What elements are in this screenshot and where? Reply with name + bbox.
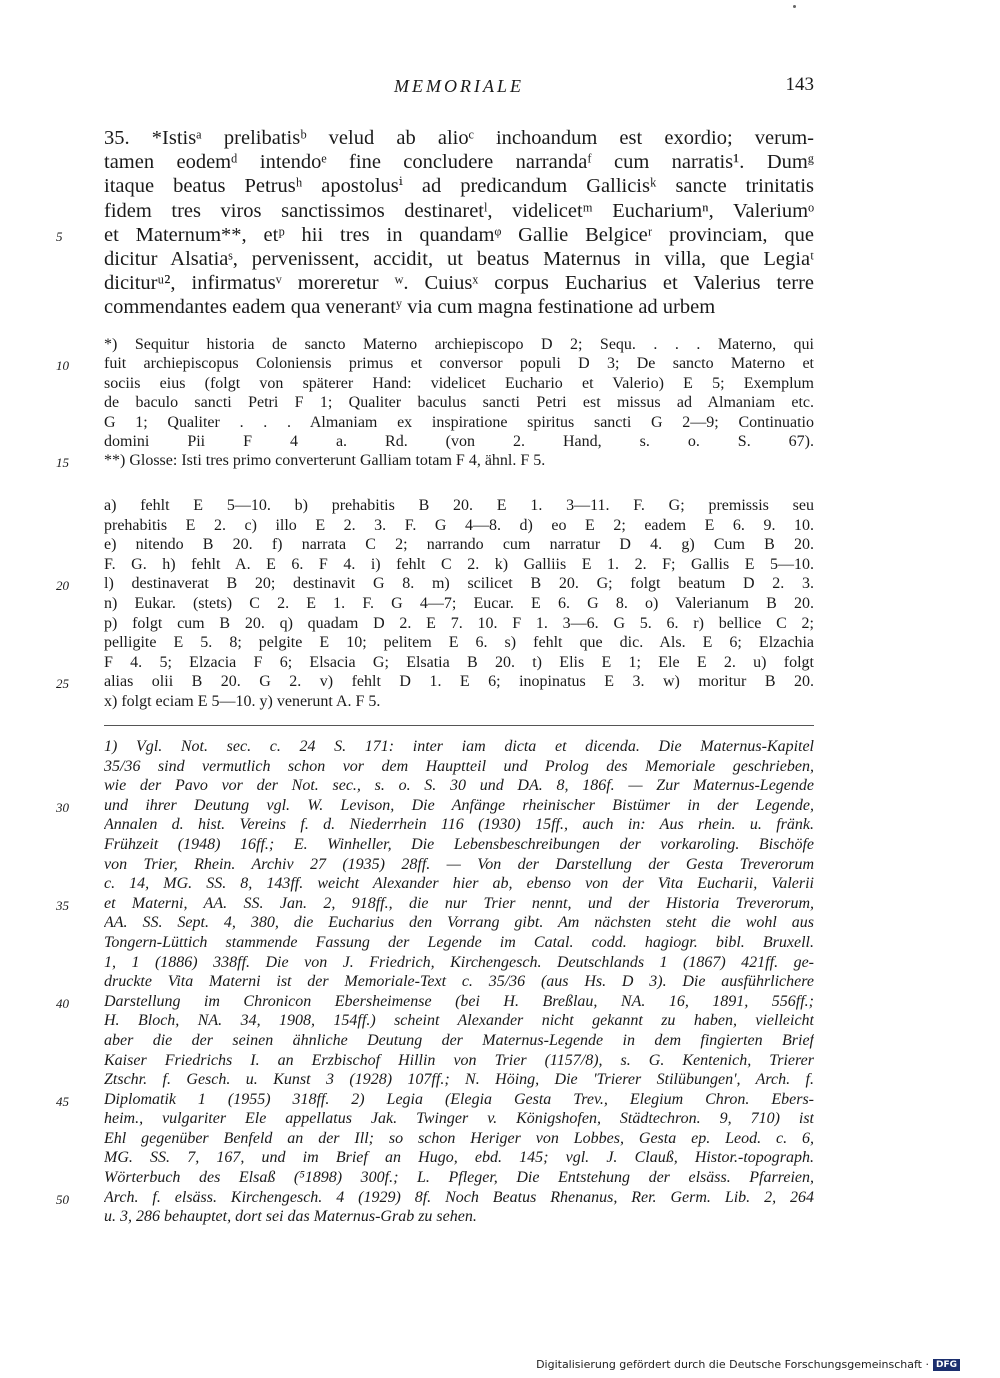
- text-line: dicitur Alsatiaˢ, pervenissent, accidit, ut beatus Maternus in villa, que Legiaᵗ: [104, 248, 814, 271]
- text-line: Ehl gegenüber Benfeld an der Ill; so schon Heriger von Lobbes, Gesta ep. Leod. c. 6,: [104, 1129, 814, 1147]
- text-line: u. 3, 286 behauptet, dort sei das Maternus-Grab zu sehen.: [104, 1208, 477, 1226]
- line-number: 40: [56, 995, 69, 1011]
- line-number: 10: [56, 358, 69, 374]
- text-line: l) destinaverat B 20; destinavit G 8. m) scilicet B 20. G; folgt beatum D 2. 3.: [104, 575, 814, 593]
- dfg-logo: DFG: [933, 1359, 960, 1371]
- text-line: p) folgt cum B 20. q) quadam D 2. E 7. 10. F 1. 3—6. G 5. 6. r) bellice C 2;: [104, 614, 814, 632]
- apparatus-divider: [104, 725, 814, 726]
- text-line: n) Eukar. (stets) C 2. E 1. F. G 4—7; Eucar. E 6. G 8. o) Valerianum B 20.: [104, 594, 814, 612]
- text-line: und ihrer Deutung vgl. W. Levison, Die Anfänge rheinischer Bistümer in der Legende,: [104, 796, 814, 814]
- text-line: x) folgt eciam E 5—10. y) venerunt A. F 5.: [104, 692, 381, 710]
- running-title: MEMORIALE: [394, 76, 524, 96]
- line-number: 15: [56, 455, 69, 471]
- line-number: 30: [56, 799, 69, 815]
- text-line: 35. *Istisᵃ prelibatisᵇ velud ab alioᶜ inchoandum est exordio; verum-: [104, 127, 814, 149]
- text-line: et Materni, AA. SS. Jan. 2, 918ff., die nur Trier nennt, und der Historia Treverorum,: [104, 894, 814, 912]
- text-line: 1, 1 (1886) 338ff. Die von J. Friedrich, Kirchengesch. Deutschlands 1 (1867) 421ff. ge-: [104, 953, 814, 971]
- text-line: alias olii B 20. G 2. v) fehlt D 1. E 6; inopinatus E 3. w) moritur B 20.: [104, 673, 814, 691]
- text-line: Wörterbuch des Elsaß (⁵1898) 300f.; L. Pfleger, Die Entstehung der elsäss. Pfarreien,: [104, 1169, 814, 1187]
- text-line: sociis eius (folgt von späterer Hand: videlicet Euchario et Valerio) E 5; Exemplum: [104, 374, 814, 392]
- text-line: Tongern-Lüttich stammende Fassung der Legende im Catal. codd. hagiogr. bibl. Bruxell.: [104, 933, 814, 951]
- text-line: c. 14, MG. SS. 8, 143ff. weicht Alexander hier ab, ebenso von der Vita Eucharii, Valerii: [104, 875, 814, 893]
- credit-text: Digitalisierung gefördert durch die Deutsche Forschungsgemeinschaft ·: [536, 1358, 929, 1371]
- text-line: heim., vulgariter Ele appellatus Jak. Twinger v. Königshofen, Städtechron. 9, 710) ist: [104, 1110, 814, 1128]
- text-line: AA. SS. Sept. 4, 380, die Eucharius den Vorrang gibt. Am nächsten steht die wohl aus: [104, 914, 814, 932]
- text-line: pelligite E 5. 8; pelgite E 10; pelitem E 6. s) fehlt que dic. Als. E 6; Elzachia: [104, 634, 814, 652]
- editorial-notes: [56, 335, 814, 471]
- text-line: de baculo sancti Petri F 1; Qualiter baculus sancti Petri est missus ad Almaniam etc.: [104, 394, 814, 412]
- text-line: MG. SS. 7, 167, und im Brief an Hugo, ebd. 145; vgl. J. Clauß, Histor.-topograph.: [104, 1149, 814, 1167]
- text-line: prehabitis E 2. c) illo E 2. 3. F. G 4—8. d) eo E 2; eadem E 6. 9. 10.: [104, 516, 814, 534]
- page-speck: [793, 5, 796, 8]
- text-line: 1) Vgl. Not. sec. c. 24 S. 171: inter iam dicta et dicenda. Die Maternus-Kapitel: [104, 738, 814, 755]
- text-line: F. G. h) fehlt A. E 6. F 4. i) fehlt C 2. k) Galliis E 1. 2. F; Gallis E 5—10.: [104, 555, 814, 573]
- text-line: diciturᵘ², infirmatusᵛ moreretur ʷ. Cuiusˣ corpus Eucharius et Valerius terre: [104, 272, 814, 295]
- text-line: fidem tres viros sanctissimos destinaretˡ, videlicetᵐ Euchariumⁿ, Valeriumᵒ: [104, 199, 814, 222]
- text-line: Ztschr. f. Gesch. u. Kunst 3 (1928) 107ff.; N. Höing, Die 'Trierer Stilübungen', Arch. f.: [104, 1071, 814, 1089]
- page-header: [104, 74, 814, 102]
- text-line: 35/36 sind vermutlich schon vor dem Hauptteil und Prolog des Memoriale geschrieben,: [104, 757, 814, 775]
- text-line: fuit archiepiscopus Coloniensis primus et conversor populi D 3; De sancto Materno et: [104, 355, 814, 373]
- line-number: 35: [56, 897, 69, 913]
- text-line: domini Pii F 4 a. Rd. (von 2. Hand, s. o. S. 67).: [104, 433, 814, 451]
- text-line: itaque beatus Petrusʰ apostolusⁱ ad predicandum Gallicisᵏ sancte trinitatis: [104, 175, 814, 198]
- text-line: Darstellung im Chronicon Ebersheimense (bei H. Breßlau, NA. 16, 1891, 556ff.;: [104, 992, 814, 1010]
- text-line: a) fehlt E 5—10. b) prehabitis B 20. E 1. 3—11. F. G; premissis seu: [104, 497, 814, 514]
- text-line: e) nitendo B 20. f) narrata C 2; narrando cum narratur D 4. g) Cum B 20.: [104, 536, 814, 554]
- text-line: aber die der seinen ähnliche Deutung der Maternus-Legende in dem fingierten Brief: [104, 1031, 814, 1049]
- text-line: Annalen d. hist. Vereins f. d. Niederrhein 116 (1930) 15ff., auch in: Aus rhein. u. fränk.: [104, 816, 814, 834]
- line-number: 25: [56, 676, 69, 692]
- digitization-credit: [536, 1358, 960, 1371]
- text-line: Kaiser Friedrichs I. an Erzbischof Hillin von Trier (1157/8), s. G. Kentenich, Trierer: [104, 1051, 814, 1069]
- line-number: 5: [56, 228, 63, 244]
- text-line: wie der Pavo vor der Not. sec., s. o. S. 30 und DA. 8, 186f. — Zur Maternus-Legende: [104, 777, 814, 795]
- text-line: Diplomatik 1 (1955) 318ff. 2) Legia (Elegia Gesta Trev., Elegium Chron. Ebers-: [104, 1090, 814, 1108]
- text-line: von Trier, Rhein. Archiv 27 (1935) 28ff. — Von der Darstellung der Gesta Treverorum: [104, 855, 814, 873]
- line-number: 20: [56, 578, 69, 594]
- text-line: et Maternum**, etᵖ hii tres in quandamᵠ Gallie Belgiceʳ provinciam, que: [104, 223, 814, 246]
- commentary-footnotes: [56, 737, 814, 1227]
- variant-apparatus: [56, 496, 814, 712]
- text-line: tamen eodemᵈ intendoᵉ fine concludere narrandaᶠ cum narratis¹. Dumᵍ: [104, 151, 814, 174]
- text-line: G 1; Qualiter . . . Almaniam ex inspiratione spiritus sancti G 2—9; Continuatio: [104, 413, 814, 431]
- text-line: Arch. f. elsäss. Kirchengesch. 4 (1929) 8f. Noch Beatus Rhenanus, Rer. Germ. Lib. 2, 264: [104, 1188, 814, 1206]
- text-line: F 4. 5; Elzacia F 6; Elsacia G; Elsatia B 20. t) Elis E 1; Ele E 2. u) folgt: [104, 653, 814, 671]
- line-number: 50: [56, 1191, 69, 1207]
- text-line: Frühzeit (1948) 16ff.; E. Winheller, Die Lebensbeschreibungen der vorkaroling. Bischöfe: [104, 835, 814, 853]
- text-line: **) Glosse: Isti tres primo converterunt Galliam totam F 4, ähnl. F 5.: [104, 452, 546, 470]
- text-line: druckte Vita Materni ist der Memoriale-Text c. 35/36 (aus Hs. D 3). Die ausführlichere: [104, 973, 814, 991]
- text-line: H. Bloch, NA. 34, 1908, 154ff.) scheint Alexander nicht gekannt zu haben, vielleicht: [104, 1012, 814, 1030]
- line-number: 45: [56, 1093, 69, 1109]
- text-line: *) Sequitur historia de sancto Materno archiepiscopo D 2; Sequ. . . . Materno, qui: [104, 336, 814, 353]
- text-line: commendantes eadem qua venerantʸ via cum magna festinatione ad urbem: [104, 296, 716, 319]
- main-text: [56, 126, 814, 320]
- page-number: 143: [785, 74, 814, 95]
